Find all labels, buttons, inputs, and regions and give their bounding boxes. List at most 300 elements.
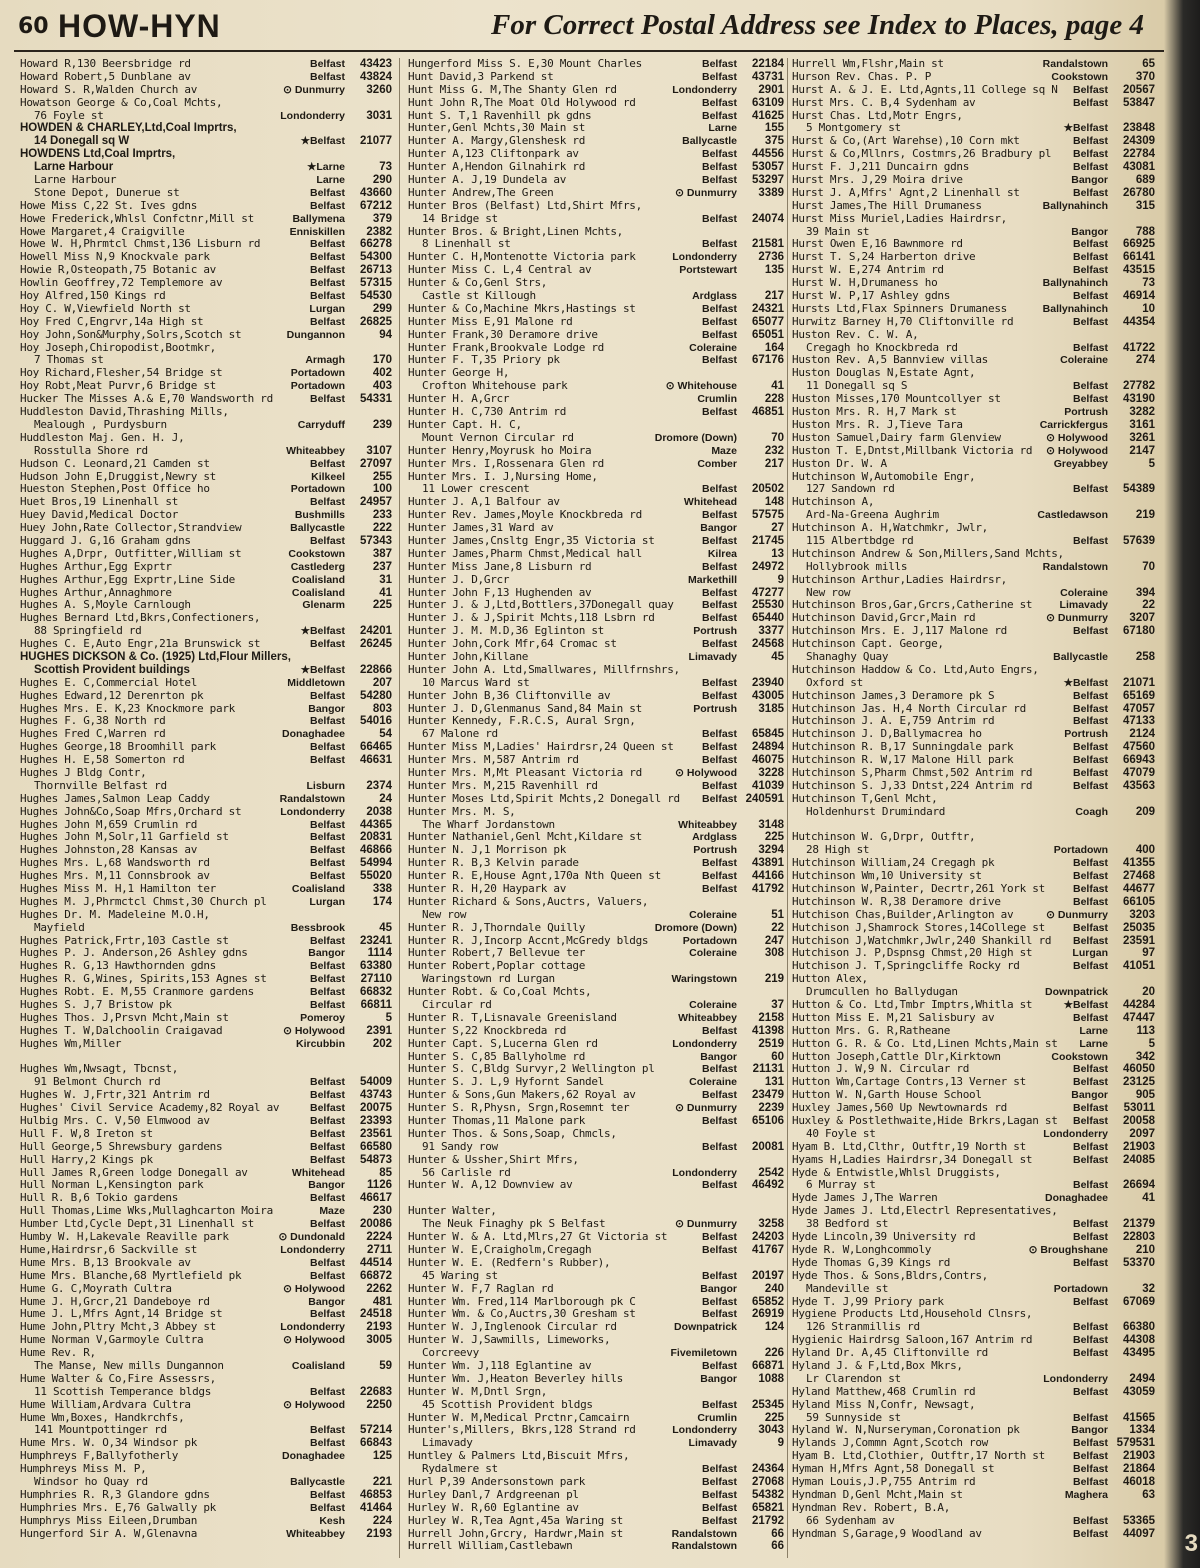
directory-entry	[792, 1115, 1159, 1128]
directory-entry	[408, 238, 784, 251]
entry-phone-number: 66832	[360, 986, 392, 999]
entry-phone-number: 43515	[1123, 264, 1155, 277]
entry-exchange: Belfast	[701, 599, 737, 612]
entry-phone-number: 3031	[366, 109, 392, 122]
entry-name-address: Hutchinson W. R,38 Deramore drive	[792, 895, 1001, 908]
entry-name-address: Hunter & Co,Machine Mkrs,Hastings st	[408, 302, 636, 315]
directory-entry	[792, 226, 1159, 239]
entry-name-address: Huddleston David,Thrashing Mills,	[20, 406, 229, 419]
directory-entry	[20, 277, 392, 290]
directory-entry	[408, 1424, 784, 1437]
entry-name-address: 115 Albertbdge rd	[806, 534, 914, 547]
directory-entry	[792, 947, 1159, 960]
entry-exchange: Randalstown	[1042, 58, 1108, 70]
entry-phone-number: 43563	[1123, 779, 1155, 792]
entry-phone-number: 44284	[1123, 999, 1155, 1012]
directory-entry	[20, 393, 392, 406]
directory-entry	[20, 226, 392, 239]
entry-phone-number: 338	[372, 883, 392, 895]
entry-name-address: Hutchison J. P,Dspnsg Chmst,20 High st	[792, 947, 1033, 960]
directory-entry	[792, 1360, 1159, 1373]
directory-entry	[20, 251, 392, 264]
directory-entry	[792, 1038, 1159, 1051]
entry-phone-number: 3148	[758, 818, 784, 831]
entry-name-address: Hyde James J. Ltd,Electrl Representatives,	[792, 1205, 1058, 1218]
entry-exchange: Whitehead	[291, 1166, 345, 1179]
entry-name-address: Hutchinson David,Grcr,Main rd	[792, 612, 976, 625]
directory-entry	[20, 548, 392, 561]
directory-entry	[408, 947, 784, 960]
entry-name-address: Hutton Joseph,Cattle Dlr,Kirktown	[792, 1050, 1001, 1063]
entry-phone-number: 2494	[1129, 1372, 1155, 1385]
entry-exchange: Belfast	[309, 251, 345, 264]
directory-entry	[20, 122, 392, 135]
entry-phone-number: 66843	[360, 1437, 392, 1450]
entry-phone-number: 2519	[758, 1037, 784, 1050]
entry-name-address: Hurst James,The Hill Drumaness	[792, 199, 982, 212]
entry-name-address: Hunter F. T,35 Priory pk	[408, 354, 560, 367]
entry-phone-number: 66872	[360, 1269, 392, 1282]
entry-name-address: 11 Donegall sq S	[806, 380, 908, 393]
entry-phone-number: 10	[1142, 302, 1155, 315]
entry-exchange: Belfast	[701, 1243, 737, 1256]
entry-exchange: Belfast	[701, 315, 737, 328]
entry-exchange: ⊙ Holywood	[283, 1398, 345, 1411]
directory-entry	[792, 1296, 1159, 1309]
entry-name-address: Windsor ho Quay rd	[34, 1475, 148, 1488]
directory-entry	[792, 935, 1159, 948]
entry-exchange: Belfast	[309, 1218, 345, 1231]
directory-entry	[408, 1167, 784, 1180]
directory-entry	[792, 187, 1159, 200]
entry-exchange: Bangor	[1071, 1424, 1108, 1437]
entry-name-address: Hurst A. & J. E. Ltd,Agnts,11 College sq N	[792, 83, 1058, 96]
entry-name-address: Hunter W. & A. Ltd,Mlrs,27 Gt Victoria st	[408, 1231, 668, 1244]
entry-name-address: Hunter W. M,Medical Prctnr,Camcairn	[408, 1411, 630, 1424]
directory-entry	[20, 883, 392, 896]
entry-name-address: Hume Walter & Co,Fire Assessrs,	[20, 1372, 216, 1385]
entry-phone-number: 53847	[1123, 96, 1155, 109]
entry-exchange: Bangor	[308, 1295, 345, 1308]
directory-entry	[20, 1347, 392, 1360]
directory-entry	[20, 844, 392, 857]
entry-name-address: Cregagh ho Knockbreda rd	[806, 341, 958, 354]
entry-phone-number: 20086	[360, 1218, 392, 1231]
entry-name-address: Hunter A. J,19 Dundela av	[408, 174, 567, 187]
directory-entry	[792, 135, 1159, 148]
directory-entry	[408, 999, 784, 1012]
entry-name-address: Hutton G. R. & Co. Ltd,Linen Mchts,Main st	[792, 1037, 1058, 1050]
directory-entry	[408, 690, 784, 703]
directory-entry	[20, 535, 392, 548]
entry-exchange: Belfast	[309, 238, 345, 251]
entry-exchange: Whiteabbey	[286, 1527, 345, 1540]
directory-entry	[20, 1386, 392, 1399]
entry-phone-number: 20197	[752, 1269, 784, 1282]
entry-exchange: ★Belfast	[300, 663, 345, 676]
entry-exchange: Coleraine	[689, 341, 737, 354]
entry-name-address: Hughes' Civil Service Academy,82 Royal av	[20, 1102, 280, 1115]
entry-exchange: Belfast	[309, 844, 345, 857]
entry-name-address: Hyde R. W,Longhcommoly	[792, 1243, 932, 1256]
entry-exchange: Belfast	[1072, 1450, 1108, 1463]
entry-exchange: Belfast	[1072, 960, 1108, 973]
entry-phone-number: 44365	[360, 818, 392, 831]
entry-phone-number: 24309	[1123, 135, 1155, 148]
entry-name-address: Castle st Killough	[422, 290, 536, 303]
entry-exchange: Belfast	[309, 290, 345, 303]
directory-entry	[20, 471, 392, 484]
directory-entry	[408, 135, 784, 148]
entry-name-address: Hume William,Ardvara Cultra	[20, 1398, 191, 1411]
entry-exchange: Belfast	[701, 109, 737, 122]
entry-name-address: Hunter Henry,Moyrusk ho Moira	[408, 444, 592, 457]
directory-entry	[20, 715, 392, 728]
directory-entry	[20, 58, 392, 71]
directory-entry	[792, 1528, 1159, 1541]
entry-phone-number: 217	[764, 290, 784, 303]
directory-entry	[792, 1347, 1159, 1360]
entry-phone-number: 219	[1135, 509, 1155, 522]
directory-entry	[792, 1373, 1159, 1386]
entry-exchange: Belfast	[309, 857, 345, 870]
entry-phone-number: 290	[372, 174, 392, 187]
entry-name-address: Hygienic Hairdrsg Saloon,167 Antrim rd	[792, 1334, 1033, 1347]
entry-name-address: Hutton & Co. Ltd,Tmbr Imptrs,Whitla st	[792, 999, 1033, 1012]
entry-name-address: HOWDEN & CHARLEY,Ltd,Coal Imprtrs,	[20, 122, 237, 135]
directory-entry	[408, 638, 784, 651]
directory-entry	[408, 1038, 784, 1051]
directory-entry	[20, 599, 392, 612]
directory-entry	[792, 251, 1159, 264]
entry-exchange: ⊙ Dunmurry	[675, 1102, 737, 1115]
entry-phone-number: 22784	[1123, 148, 1155, 161]
entry-exchange: Limavady	[688, 1437, 737, 1450]
directory-entry	[792, 354, 1159, 367]
entry-exchange: Ballycastle	[290, 1475, 345, 1488]
entry-name-address: Hunter John A. Ltd,Smallwares, Millfrnshrs,	[408, 663, 680, 676]
entry-name-address: Hunter Wm. J,118 Eglantine av	[408, 1359, 592, 1372]
entry-name-address: Hunter John F,13 Hughenden av	[408, 586, 592, 599]
entry-name-address: Hyland Matthew,468 Crumlin rd	[792, 1385, 976, 1398]
directory-entry	[792, 419, 1159, 432]
entry-exchange: Belfast	[309, 1102, 345, 1115]
entry-name-address: Hunter R. E,House Agnt,170a Nth Queen st	[408, 870, 661, 883]
entry-exchange: Larne	[1079, 1024, 1108, 1037]
directory-entry	[792, 496, 1159, 509]
entry-phone-number: 225	[764, 1411, 784, 1424]
directory-entry	[20, 574, 392, 587]
entry-exchange: Belfast	[701, 70, 737, 83]
entry-phone-number: 46914	[1123, 290, 1155, 303]
entry-name-address: Hurson Rev. Chas. P. P	[792, 70, 932, 83]
directory-entry	[408, 1386, 784, 1399]
entry-exchange: Whiteabbey	[678, 818, 737, 831]
directory-entry	[792, 213, 1159, 226]
directory-entry	[792, 677, 1159, 690]
entry-name-address: Howe Miss C,22 St. Ives gdns	[20, 199, 198, 212]
entry-phone-number: 63109	[752, 96, 784, 109]
directory-entry	[792, 329, 1159, 342]
entry-phone-number: 239	[372, 418, 392, 431]
directory-entry	[20, 999, 392, 1012]
entry-exchange: Belfast	[309, 393, 345, 406]
directory-entry	[792, 303, 1159, 316]
directory-entry	[20, 767, 392, 780]
entry-name-address: Hunter Walter,	[408, 1205, 497, 1218]
entry-phone-number: 44514	[360, 1256, 392, 1269]
entry-name-address: Hurst Chas. Ltd,Motr Engrs,	[792, 109, 963, 122]
entry-exchange: Coalisland	[291, 586, 345, 599]
entry-exchange: Pomeroy	[300, 1011, 345, 1024]
entry-exchange: Portadown	[682, 934, 737, 947]
entry-phone-number: 53297	[752, 174, 784, 187]
directory-entry	[20, 522, 392, 535]
entry-name-address: Huston Mrs. R. J,Tieve Tara	[792, 418, 963, 431]
entry-phone-number: 65845	[752, 728, 784, 741]
directory-entry	[408, 110, 784, 123]
entry-phone-number: 9	[777, 573, 784, 586]
entry-phone-number: 21379	[1123, 1218, 1155, 1231]
entry-exchange: Belfast	[309, 1437, 345, 1450]
entry-name-address: The Wharf Jordanstown	[422, 818, 555, 831]
entry-name-address: Hunter Robt. & Co,Coal Mchts,	[408, 986, 592, 999]
entry-name-address: Hutton J. W,9 N. Circular rd	[792, 1063, 970, 1076]
entry-name-address: Hume Mrs. B,13 Brookvale av	[20, 1256, 191, 1269]
entry-phone-number: 55020	[360, 870, 392, 883]
directory-entry	[408, 1025, 784, 1038]
entry-name-address: Hunter Wm. Fred,114 Marlborough pk C	[408, 1295, 636, 1308]
directory-entry	[20, 264, 392, 277]
directory-entry	[20, 664, 392, 677]
entry-phone-number: 222	[372, 522, 392, 535]
directory-entry	[20, 690, 392, 703]
directory-entry	[408, 277, 784, 290]
entry-phone-number: 27068	[752, 1475, 784, 1488]
entry-exchange: ⊙ Dunmurry	[675, 186, 737, 199]
entry-exchange: Portrush	[1064, 728, 1108, 741]
entry-phone-number: 13	[771, 547, 784, 560]
directory-entry	[408, 1218, 784, 1231]
entry-phone-number: 224	[372, 1514, 392, 1527]
entry-exchange: Belfast	[701, 792, 737, 805]
entry-name-address: Hunter Kennedy, F.R.C.S, Aural Srgn,	[408, 715, 636, 728]
directory-entry	[408, 844, 784, 857]
directory-entry	[408, 548, 784, 561]
entry-exchange: ⊙ Dundonald	[278, 1231, 345, 1244]
directory-entry	[408, 870, 784, 883]
directory-entry	[792, 1063, 1159, 1076]
directory-entry	[20, 728, 392, 741]
entry-name-address: Hunter N. J,1 Morrison pk	[408, 844, 567, 857]
entry-exchange: Kilkeel	[311, 470, 345, 483]
entry-exchange: Belfast	[1072, 83, 1108, 96]
entry-name-address: Huxley James,560 Up Newtownards rd	[792, 1102, 1007, 1115]
entry-phone-number: 47447	[1123, 1011, 1155, 1024]
entry-exchange: Donaghadee	[281, 728, 345, 741]
directory-entry	[792, 638, 1159, 651]
entry-phone-number: 379	[372, 212, 392, 225]
directory-entry	[792, 1386, 1159, 1399]
directory-entry	[408, 200, 784, 213]
entry-phone-number: 41	[379, 586, 392, 599]
entry-name-address: 7 Thomas st	[34, 354, 104, 367]
entry-exchange: Belfast	[701, 96, 737, 109]
entry-phone-number: 66871	[752, 1359, 784, 1372]
entry-exchange: Belfast	[309, 1488, 345, 1501]
entry-phone-number: 53365	[1123, 1514, 1155, 1527]
directory-entry	[408, 587, 784, 600]
entry-name-address: Hutchinson W. G,Drpr, Outftr,	[792, 831, 976, 844]
directory-entry	[792, 1463, 1159, 1476]
entry-name-address: Hyland Miss N,Confr, Newsagt,	[792, 1398, 976, 1411]
entry-exchange: Belfast	[309, 1308, 345, 1321]
directory-entry	[792, 625, 1159, 638]
entry-phone-number: 66	[771, 1527, 784, 1540]
directory-entry	[20, 819, 392, 832]
entry-exchange: Maze	[319, 1205, 345, 1218]
entry-exchange: Belfast	[701, 728, 737, 741]
entry-exchange: Coalisland	[291, 573, 345, 586]
entry-exchange: ⊙ Holywood	[283, 1282, 345, 1295]
entry-name-address: Hughes George,18 Broomhill park	[20, 741, 216, 754]
entry-exchange: Belfast	[701, 754, 737, 767]
entry-phone-number: 370	[1135, 70, 1155, 83]
entry-phone-number: 23591	[1123, 934, 1155, 947]
entry-phone-number: 24	[379, 792, 392, 805]
entry-exchange: Belfast	[1072, 148, 1108, 161]
directory-column-2	[408, 58, 784, 1558]
entry-phone-number: 66465	[360, 741, 392, 754]
directory-entry	[20, 1257, 392, 1270]
entry-name-address: 14 Donegall sq W	[34, 135, 130, 148]
directory-entry	[408, 1412, 784, 1425]
entry-phone-number: 57575	[752, 509, 784, 522]
entry-name-address: Hutchinson R. B,17 Sunningdale park	[792, 741, 1014, 754]
directory-entry	[20, 1502, 392, 1515]
entry-exchange: Markethill	[687, 573, 737, 586]
entry-phone-number: 155	[764, 122, 784, 135]
entry-name-address: Hunter Moses Ltd,Spirit Mchts,2 Donegall rd	[408, 792, 680, 805]
directory-entry	[792, 458, 1159, 471]
directory-entry	[408, 1076, 784, 1089]
entry-exchange: Belfast	[1072, 934, 1108, 947]
entry-phone-number: 255	[372, 470, 392, 483]
entry-phone-number: 21745	[752, 534, 784, 547]
entry-phone-number: 24201	[360, 625, 392, 638]
entry-phone-number: 26780	[1123, 186, 1155, 199]
entry-exchange: Bangor	[308, 1179, 345, 1192]
entry-phone-number: 44097	[1123, 1527, 1155, 1540]
entry-exchange: Belfast	[1072, 1321, 1108, 1334]
entry-phone-number: 41722	[1123, 341, 1155, 354]
entry-phone-number: 46075	[752, 754, 784, 767]
entry-name-address: Hurst J. A,Mfrs' Agnt,2 Linenhall st	[792, 186, 1020, 199]
entry-phone-number: 27110	[360, 973, 392, 986]
entry-name-address: Huston Dr. W. A	[792, 457, 887, 470]
directory-entry	[792, 1141, 1159, 1154]
entry-name-address: 8 Linenhall st	[422, 238, 511, 251]
entry-phone-number: 233	[372, 509, 392, 522]
directory-entry	[792, 690, 1159, 703]
entry-exchange: Belfast	[1072, 715, 1108, 728]
directory-entry	[792, 703, 1159, 716]
directory-entry	[408, 883, 784, 896]
directory-entry	[792, 960, 1159, 973]
entry-exchange: Belfast	[309, 1076, 345, 1089]
entry-name-address: Hurrell Wm,Flshr,Main st	[792, 58, 944, 70]
entry-exchange: ⊙ Dunmurry	[283, 83, 345, 96]
directory-entry	[792, 831, 1159, 844]
entry-name-address: Rydalmere st	[422, 1463, 498, 1476]
entry-name-address: Hoy Richard,Flesher,54 Bridge st	[20, 367, 223, 380]
directory-entry	[792, 84, 1159, 97]
directory-entry	[408, 986, 784, 999]
entry-name-address: Humphrys Miss Eileen,Drumban	[20, 1514, 198, 1527]
directory-entry	[792, 1244, 1159, 1257]
entry-phone-number: 217	[764, 457, 784, 470]
entry-phone-number: 70	[771, 431, 784, 444]
entry-exchange: Downpatrick	[673, 1321, 737, 1334]
entry-phone-number: 44166	[752, 870, 784, 883]
entry-exchange: Belfast	[309, 1269, 345, 1282]
entry-name-address: New row	[422, 908, 467, 921]
entry-name-address: Hutchison J. T,Springcliffe Rocky rd	[792, 960, 1020, 973]
entry-name-address: Hyland J. & F,Ltd,Box Mkrs,	[792, 1359, 963, 1372]
entry-name-address: Hoy Joseph,Chiropodist,Bootmkr,	[20, 341, 216, 354]
entry-phone-number: 3161	[1129, 418, 1155, 431]
entry-exchange: Belfast	[701, 534, 737, 547]
entry-exchange: Randalstown	[671, 1527, 737, 1540]
entry-exchange: Belfast	[1072, 1437, 1108, 1450]
entry-name-address: Hunt John R,The Moat Old Holywood rd	[408, 96, 636, 109]
directory-entry	[20, 935, 392, 948]
entry-name-address: Howlin Geoffrey,72 Templemore av	[20, 277, 223, 290]
entry-exchange: Bushmills	[294, 509, 345, 522]
entry-exchange: Belfast	[1072, 1385, 1108, 1398]
entry-exchange: Dungannon	[286, 328, 345, 341]
entry-exchange: Belfast	[309, 496, 345, 509]
entry-name-address: Hollybrook mills	[806, 560, 908, 573]
entry-phone-number: 219	[764, 973, 784, 986]
directory-entry	[408, 625, 784, 638]
entry-exchange: Londonderry	[1043, 1127, 1108, 1140]
entry-exchange: Belfast	[309, 199, 345, 212]
entry-phone-number: 481	[372, 1295, 392, 1308]
entry-name-address: Hughes Mrs. L,68 Wandsworth rd	[20, 857, 210, 870]
directory-entry	[792, 909, 1159, 922]
entry-exchange: Belfast	[309, 457, 345, 470]
entry-exchange: Londonderry	[672, 1166, 737, 1179]
directory-entry	[20, 806, 392, 819]
entry-exchange: Portadown	[290, 380, 345, 393]
entry-phone-number: 225	[372, 599, 392, 612]
entry-name-address: Hunter J. M. M.D,36 Eglinton st	[408, 625, 604, 638]
directory-entry	[20, 1360, 392, 1373]
directory-entry	[408, 1244, 784, 1257]
entry-name-address: Hutton Mrs. G. R,Ratheane	[792, 1024, 951, 1037]
entry-exchange: Belfast	[1072, 689, 1108, 702]
entry-name-address: Ard-Na-Greena Aughrim	[806, 509, 939, 522]
entry-exchange: Belfast	[309, 186, 345, 199]
entry-name-address: Hughes Wm,Miller	[20, 1037, 122, 1050]
entry-phone-number: 43081	[1123, 161, 1155, 174]
entry-name-address: Hunter,Genl Mchts,30 Main st	[408, 122, 586, 135]
entry-name-address: Hutton W. N,Garth House School	[792, 1089, 982, 1102]
entry-name-address: Hurst Owen E,16 Bawnmore rd	[792, 238, 963, 251]
directory-entry	[792, 122, 1159, 135]
entry-phone-number: 26713	[360, 264, 392, 277]
